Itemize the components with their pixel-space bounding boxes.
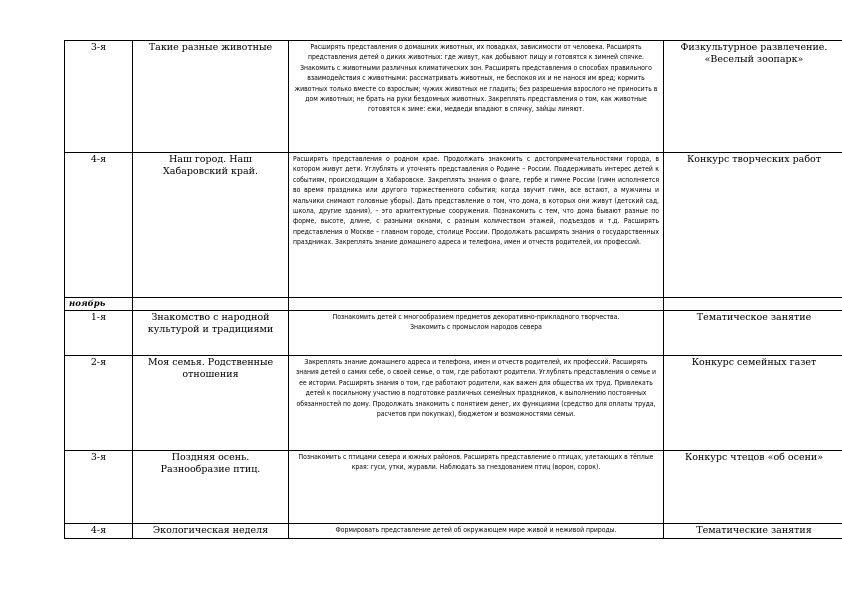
empty-cell <box>664 298 842 311</box>
table-row <box>65 311 842 356</box>
content-cell <box>289 311 664 356</box>
content-cell: Познакомить с птицами севера и южных районов. Расширять представление о птицах, улетающих в тёплые края: гуси, утки, журавли. Наблюдать за гнездованием птиц (ворон, сорок). <box>289 451 664 524</box>
table-row <box>65 524 842 539</box>
theme-cell: Знакомство с народной культурой и традициями <box>133 311 289 356</box>
week-cell: 3-я <box>65 451 133 524</box>
theme-cell: Моя семья. Родственные отношения <box>133 356 289 451</box>
form-cell: Конкурс семейных газет <box>664 356 842 451</box>
content-line: Знакомить с промыслом народов севера <box>410 323 542 332</box>
theme-cell: Такие разные животные <box>133 41 289 153</box>
month-row <box>65 298 842 311</box>
content-cell: Расширять представления о родном крае. Продолжать знакомить с достопримечательностями города, в котором живут дети. Углублять и уточнять представления о Родине – России. Поддерживать интерес детей к событиям, происходящим в Хабаровске. Закреплять знания о флаге, гербе и гимне России (гимн исполняется во время праздника или другого торжественного события; когда звучит гимн, все встают, а мужчины и мальчики снимают головные уборы). Дать представление о том, что дома, в которых они живут (детский сад, школа, другие здания), – это архитектурные сооружения. Познакомить с тем, что дома бывают разные по форме, высоте, длине, с разными окнами, с разным количеством этажей, подъездов и т.д. Расширять представления о Москве – главном городе, столице России. Продолжать расширять знания о государственных праздниках. Закреплять знание домашнего адреса и телефона, имен и отчеств родителей, их профессий. <box>289 153 664 298</box>
form-cell: Конкурс чтецов «об осени» <box>664 451 842 524</box>
week-cell: 2-я <box>65 356 133 451</box>
week-cell: 4-я <box>65 153 133 298</box>
theme-cell: Поздняя осень. Разнообразие птиц. <box>133 451 289 524</box>
table-row <box>65 41 842 153</box>
thematic-plan-table <box>64 40 842 539</box>
form-cell: Конкурс творческих работ <box>664 153 842 298</box>
month-label: ноябрь <box>65 298 133 311</box>
empty-cell <box>133 298 289 311</box>
table-row <box>65 451 842 524</box>
content-cell: Формировать представление детей об окружающем мире живой и неживой природы. <box>289 524 664 539</box>
table-row <box>65 356 842 451</box>
empty-cell <box>289 298 664 311</box>
week-cell: 1-я <box>65 311 133 356</box>
theme-cell: Экологическая неделя <box>133 524 289 539</box>
week-cell: 4-я <box>65 524 133 539</box>
form-cell: Тематические занятия <box>664 524 842 539</box>
theme-cell: Наш город. Наш Хабаровский край. <box>133 153 289 298</box>
table-row <box>65 153 842 298</box>
content-line: Познакомить детей с многообразием предметов декоративно-прикладного творчества. <box>332 313 620 321</box>
form-cell: Тематическое занятие <box>664 311 842 356</box>
week-cell: 3-я <box>65 41 133 153</box>
content-cell: Закреплять знание домашнего адреса и телефона, имен и отчеств родителей, их профессий. Расширять знания детей о самих себе, о своей семье, о том, где работают родители. Углублять представления о семье и ее истории. Расширять знания о том, где работают родители, как важен для общества их труд. Привлекать детей к посильному участию в подготовке различных семейных праздников, к выполнению постоянных обязанностей по дому. Продолжать знакомить с понятием денег, их функциями (средство для оплаты труда, расчетов при покупках), бюджетом и возможностями семьи. <box>289 356 664 451</box>
content-cell: Расширять представления о домашних животных, их повадках, зависимости от человека. Расширять представления детей о диких животных: где живут, как добывают пищу и готовятся к зимней спячке. Знакомить с животными различных климатических зон. Расширять представления о способах правильного взаимодействия с животными: рассматривать животных, не беспокоя их и не нанося им вред; кормить животных только вместе со взрослым; чужих животных не гладить; без разрешения взрослого не приносить в дом животных; не брать на руки бездомных животных. Закреплять представления о том, как животные готовятся к зиме: ежи, медведи впадают в спячку, зайцы линяют. <box>289 41 664 153</box>
form-cell: Физкультурное развлечение. «Веселый зоопарк» <box>664 41 842 153</box>
